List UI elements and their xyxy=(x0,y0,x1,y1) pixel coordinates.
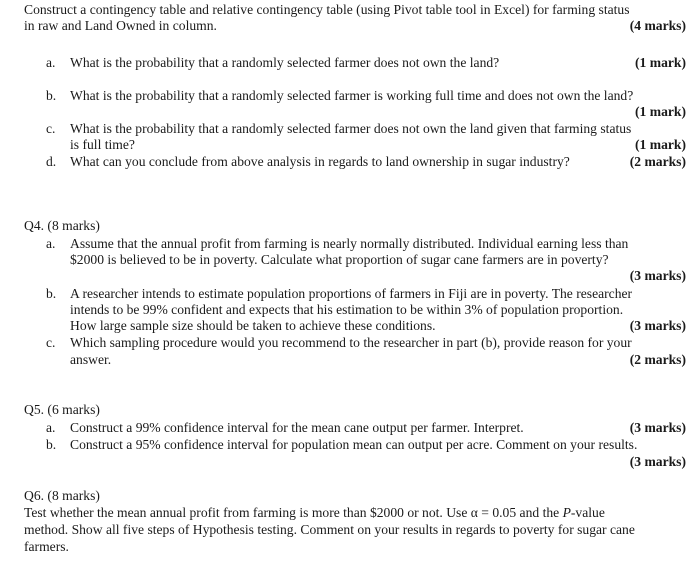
q4-item-a-marks xyxy=(0,268,700,285)
q6-text xyxy=(24,505,605,522)
q6-heading xyxy=(0,488,700,505)
item-text: $2000 is believed to be in poverty. Calculate what proportion of sugar cane farmers are in poverty? xyxy=(70,252,609,267)
marks-label: (2 marks) xyxy=(629,352,686,367)
question-heading: Q4. (8 marks) xyxy=(24,218,100,233)
item-label: c. xyxy=(46,121,56,136)
item-text: Assume that the annual profit from farming is nearly normally distributed. Individual earning less than xyxy=(70,236,629,251)
marks-label: (3 marks) xyxy=(629,420,686,435)
item-text: What can you conclude from above analysis in regards to land ownership in sugar industry? xyxy=(70,154,570,169)
item-label: d. xyxy=(46,154,57,169)
q6-text-part: -value xyxy=(570,505,605,520)
q4-item-a-line-2 xyxy=(0,252,700,269)
marks-label: (4 marks) xyxy=(629,18,686,33)
q5-item-b xyxy=(0,437,700,454)
item-label: b. xyxy=(46,286,57,301)
q6-line-3 xyxy=(0,539,700,556)
q6-text: method. Show all five steps of Hypothesis testing. Comment on your results in regards to poverty for sugar cane xyxy=(24,522,635,537)
q3-item-b xyxy=(0,88,700,105)
q4-item-c-line-2 xyxy=(0,352,700,369)
q5-item-a xyxy=(0,420,700,437)
item-label: a. xyxy=(46,55,56,70)
marks-label: (3 marks) xyxy=(629,454,686,469)
item-label: b. xyxy=(46,437,57,452)
marks-label: (2 marks) xyxy=(629,154,686,169)
marks-label: (3 marks) xyxy=(629,318,686,333)
q4-item-a xyxy=(0,236,700,253)
item-text: What is the probability that a randomly selected farmer does not own the land? xyxy=(70,55,500,70)
q3-item-c-line-2 xyxy=(0,137,700,154)
q4-item-b-line-2 xyxy=(0,302,700,319)
q5-heading xyxy=(0,402,700,419)
intro-line-1 xyxy=(0,2,700,19)
q6-line-1 xyxy=(0,505,700,522)
item-text: A researcher intends to estimate population proportions of farmers in Fiji are in poverty. The researcher xyxy=(70,286,633,301)
q5-item-b-marks xyxy=(0,454,700,471)
q4-heading xyxy=(0,218,700,235)
q4-item-c xyxy=(0,335,700,352)
item-text: answer. xyxy=(70,352,112,367)
question-heading: Q6. (8 marks) xyxy=(24,488,100,503)
intro-text: Construct a contingency table and relative contingency table (using Pivot table tool in Excel) for farming status xyxy=(24,2,630,17)
item-label: c. xyxy=(46,335,56,350)
marks-label: (1 mark) xyxy=(635,104,686,119)
item-text: How large sample size should be taken to achieve these conditions. xyxy=(70,318,436,333)
item-text: Construct a 99% confidence interval for the mean cane output per farmer. Interpret. xyxy=(70,420,524,435)
item-label: b. xyxy=(46,88,57,103)
p-value-symbol: P xyxy=(562,505,571,520)
q3-item-a xyxy=(0,55,700,72)
intro-line-2 xyxy=(0,18,700,35)
question-heading: Q5. (6 marks) xyxy=(24,402,100,417)
q6-text: farmers. xyxy=(24,539,69,554)
item-text: What is the probability that a randomly selected farmer does not own the land given that farming status xyxy=(70,121,632,136)
q6-text-part: Test whether the mean annual profit from farming is more than $2000 or not. Use α = 0.05 and the xyxy=(24,505,563,520)
marks-label: (3 marks) xyxy=(629,268,686,283)
item-label: a. xyxy=(46,420,56,435)
q4-item-b-line-3 xyxy=(0,318,700,335)
marks-label: (1 mark) xyxy=(635,55,686,70)
item-text: is full time? xyxy=(70,137,135,152)
item-text: intends to be 99% confident and expects that his estimation to be within 3% of population proportion. xyxy=(70,302,624,317)
item-label: a. xyxy=(46,236,56,251)
item-text: Which sampling procedure would you recommend to the researcher in part (b), provide reason for your xyxy=(70,335,632,350)
item-text: Construct a 95% confidence interval for population mean can output per acre. Comment on your results. xyxy=(70,437,638,452)
q6-line-2 xyxy=(0,522,700,539)
q4-item-b xyxy=(0,286,700,303)
q3-item-c xyxy=(0,121,700,138)
intro-text: in raw and Land Owned in column. xyxy=(24,18,217,33)
marks-label: (1 mark) xyxy=(635,137,686,152)
q3-item-b-marks xyxy=(0,104,700,121)
item-text: What is the probability that a randomly selected farmer is working full time and does not own the land? xyxy=(70,88,634,103)
q3-item-d xyxy=(0,154,700,171)
